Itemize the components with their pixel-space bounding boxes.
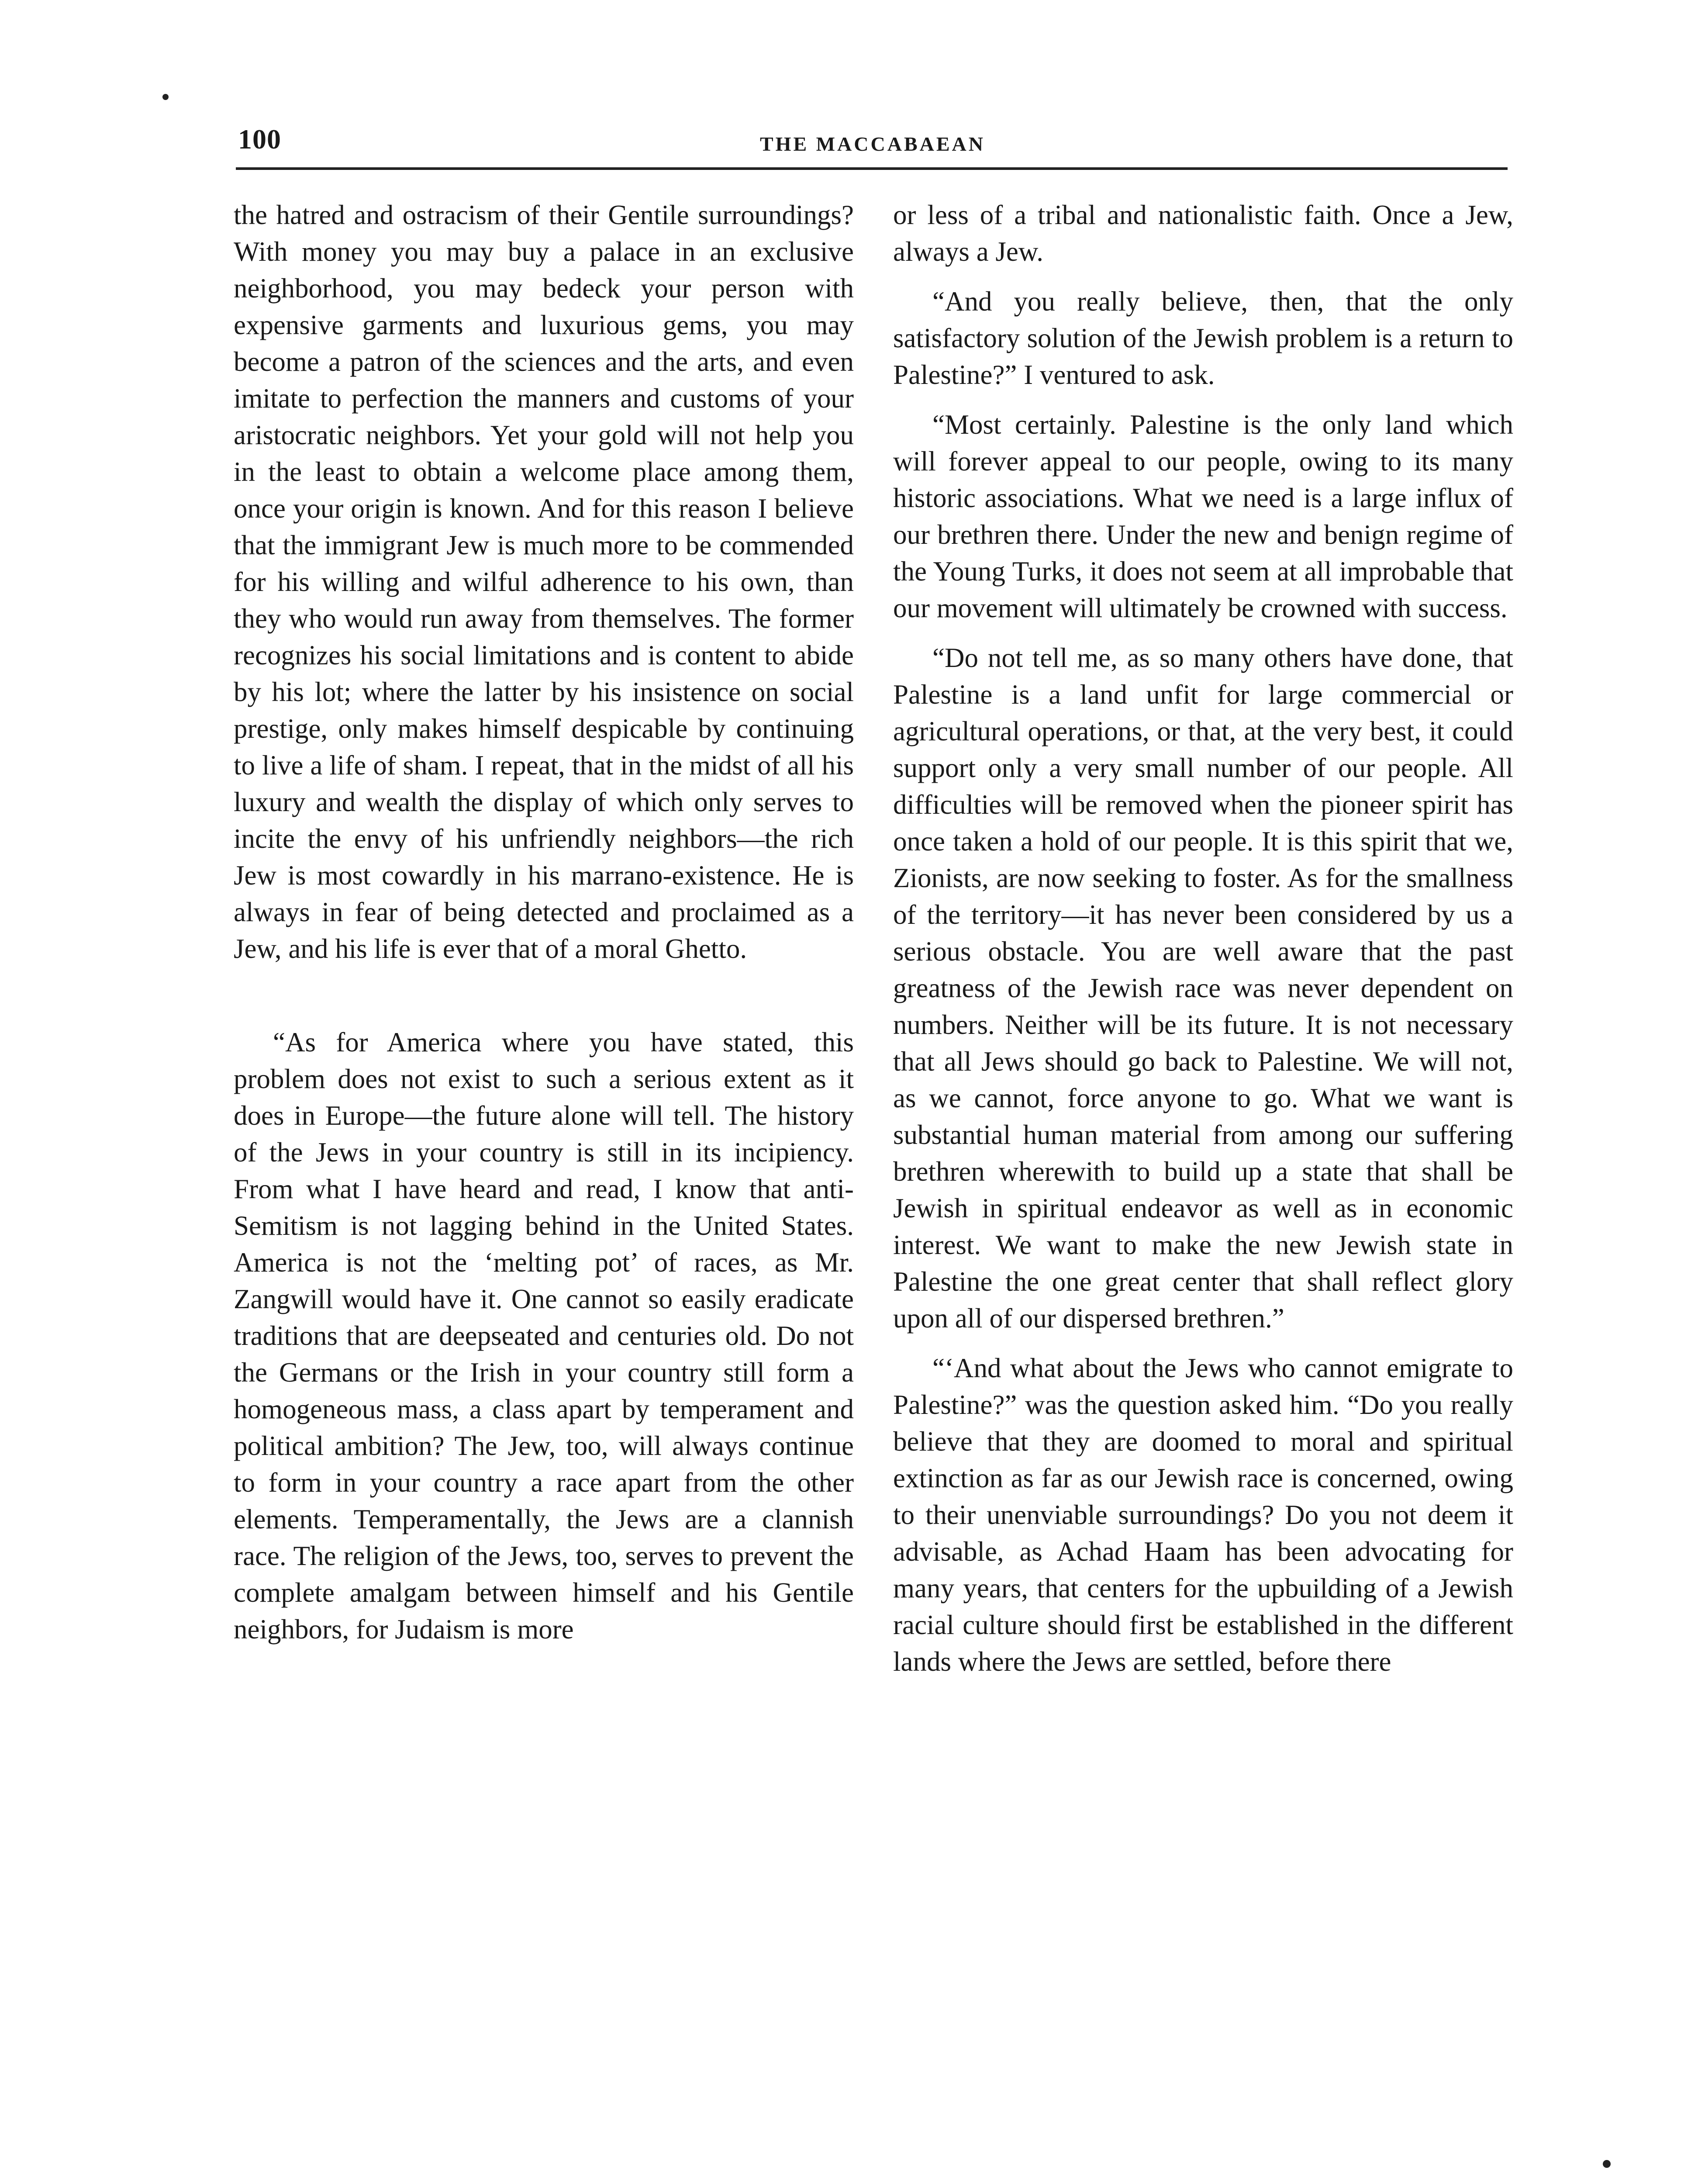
left-paragraph-2: “As for America where you have stated, this problem does not exist to such a serious extent as it does in Europe—the future alone will tell. The history of the Jews in your country is still in its incipiency. From what I have heard and read, I know that anti-Semitism is not lagging behind in the United States. America is not the ‘melting pot’ of races, as Mr. Zangwill would have it. One cannot so easily eradicate traditions that are deepseated and centuries old. Do not the Germans or the Irish in your country still form a homogeneous mass, a class apart by temperament and political ambition? The Jew, too, will always continue to form in your country a race apart from the other elements. Temperamentally, the Jews are a clannish race. The religion of the Jews, too, serves to prevent the complete amalgam between himself and his Gentile neighbors, for Judaism is more — [234, 1027, 854, 1645]
left-paragraph-1: the hatred and ostracism of their Gentile surroundings? With money you may buy a palace in an exclusive neighborhood, you may bedeck your person with expensive garments and luxurious gems, you may become a patron of the sciences and the arts, and even imitate to perfection the manners and customs of your aristocratic neighbors. Yet your gold will not help you in the least to obtain a welcome place among them, once your origin is known. And for this reason I believe that the immigrant Jew is much more to be commended for his willing and wilful adherence to his own, than they who would run away from themselves. The former recognizes his social limitations and is content to abide by his lot; where the latter by his insistence on social prestige, only makes himself despicable by continuing to live a life of sham. I repeat, that in the midst of all his luxury and wealth the display of which only serves to incite the envy of his unfriendly neighbors—the rich Jew is most cowardly in his marrano-existence. He is always in fear of being detected and proclaimed as a Jew, and his life is ever that of a moral Ghetto. — [234, 200, 854, 964]
right-paragraph-4: “Do not tell me, as so many others have done, that Palestine is a land unfit for large commercial or agricultural operations, or that, at the very best, it could support only a very small number of our people. All difficulties will be removed when the pioneer spirit has once taken a hold of our people. It is this spirit that we, Zionists, are now seeking to foster. As for the smallness of the territory—it has never been considered by us a serious obstacle. You are well aware that the past greatness of the Jewish race was never dependent on numbers. Neither will be its future. It is not necessary that all Jews should go back to Palestine. We will not, as we cannot, force anyone to go. What we want is substantial human material from among our suffering brethren wherewith to build up a state that shall be Jewish in spiritual endeavor as well as in economic interest. We want to make the new Jewish state in Palestine the one great center that shall reflect glory upon all of our dispersed brethren.” — [893, 643, 1513, 1334]
left-column — [234, 197, 854, 1648]
running-head: THE MACCABAEAN — [760, 133, 985, 155]
right-paragraph-5: “‘And what about the Jews who cannot emigrate to Palestine?” was the question asked him. “Do you really believe that they are doomed to moral and spiritual extinction as far as our Jewish race is concerned, owing to their unenviable surroundings? Do you not deem it advisable, as Achad Haam has been advocating for many years, that centers for the upbuilding of a Jewish racial culture should first be established in the different lands where the Jews are settled, before there — [893, 1353, 1513, 1677]
right-paragraph-1: or less of a tribal and nationalistic faith. Once a Jew, always a Jew. — [893, 200, 1513, 267]
right-paragraph-3: “Most certainly. Palestine is the only land which will forever appeal to our people, owing to its many historic associations. What we need is a large influx of our brethren there. Under the new and benign regime of the Young Turks, it does not seem at all improbable that our movement will ultimately be crowned with success. — [893, 409, 1513, 623]
header-rule — [236, 167, 1508, 170]
page-number: 100 — [238, 124, 281, 155]
scan-speck — [162, 94, 169, 100]
right-column — [893, 197, 1513, 1680]
scan-speck — [1603, 2160, 1611, 2168]
right-paragraph-2: “And you really believe, then, that the only satisfactory solution of the Jewish problem is a return to Palestine?” I ventured to ask. — [893, 286, 1513, 390]
